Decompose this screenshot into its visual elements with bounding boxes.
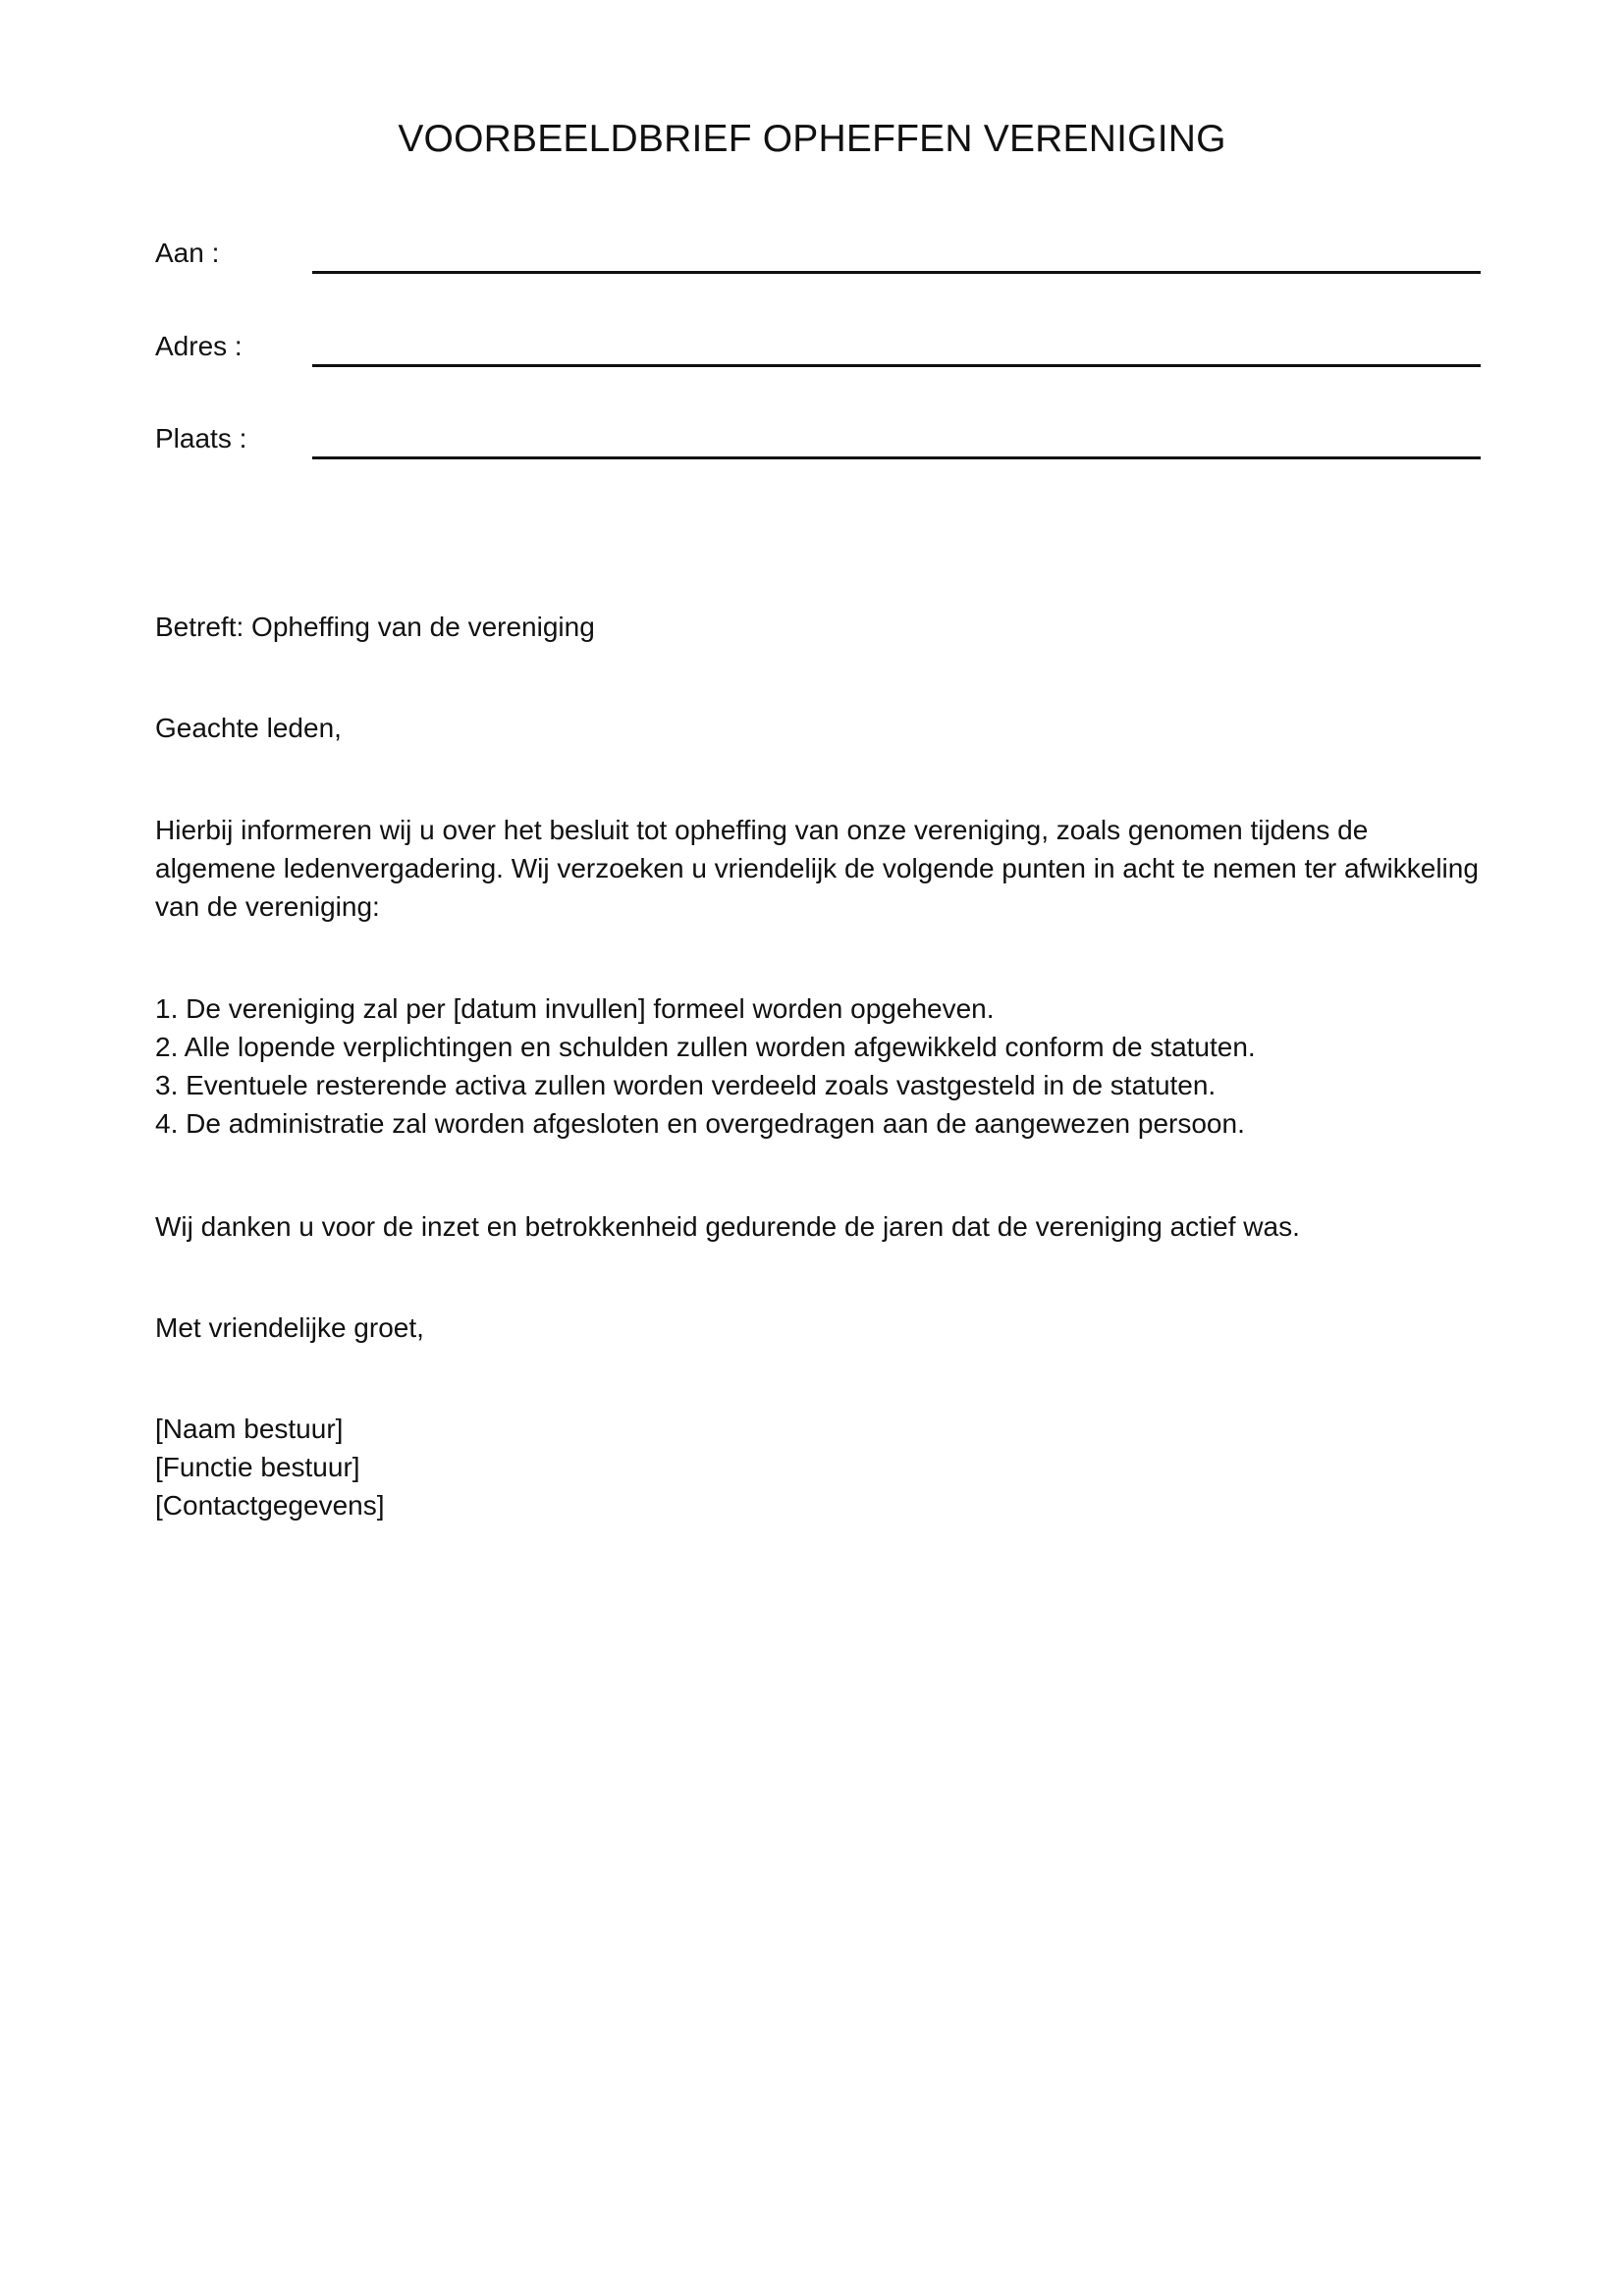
field-line-plaats[interactable] [312,456,1481,459]
field-label-adres: Adres : [155,331,243,361]
field-row-aan [155,234,1481,293]
letter-signature [155,1410,1481,1524]
list-item: 4. De administratie zal worden afgesloten en overgedragen aan de aangewezen persoon. [155,1108,1245,1139]
letter-thanks: Wij danken u voor de inzet en betrokkenheid gedurende de jaren dat de vereniging actief was. [155,1211,1300,1242]
field-row-plaats [155,419,1481,478]
list-item: 3. Eventuele resterende activa zullen worden verdeeld zoals vastgesteld in de statuten. [155,1070,1217,1100]
signature-name: [Naam bestuur] [155,1414,344,1444]
letter-points-list [155,989,1481,1143]
letter-title: VOORBEELDBRIEF OPHEFFEN VERENIGING [398,118,1226,160]
signature-contact: [Contactgegevens] [155,1490,385,1521]
field-row-adres [155,327,1481,386]
signature-function: [Functie bestuur] [155,1452,360,1482]
letter-salutation: Geachte leden, [155,713,342,743]
letter-closing: Met vriendelijke groet, [155,1312,424,1343]
field-label-plaats: Plaats : [155,423,247,454]
letter-intro-paragraph: Hierbij informeren wij u over het besluit tot opheffing van onze vereniging, zoals genomen tijdens de algemene ledenvergadering. Wij verzoeken u vriendelijk de volgende punten in acht te nemen ter afwikkeling van de vereniging: [155,815,1479,922]
field-label-aan: Aan : [155,238,220,268]
field-line-adres[interactable] [312,364,1481,367]
field-line-aan[interactable] [312,271,1481,274]
list-item: 1. De vereniging zal per [datum invullen] formeel worden opgeheven. [155,993,995,1024]
list-item: 2. Alle lopende verplichtingen en schulden zullen worden afgewikkeld conform de statuten. [155,1032,1256,1062]
letter-subject: Betreft: Opheffing van de vereniging [155,612,595,642]
